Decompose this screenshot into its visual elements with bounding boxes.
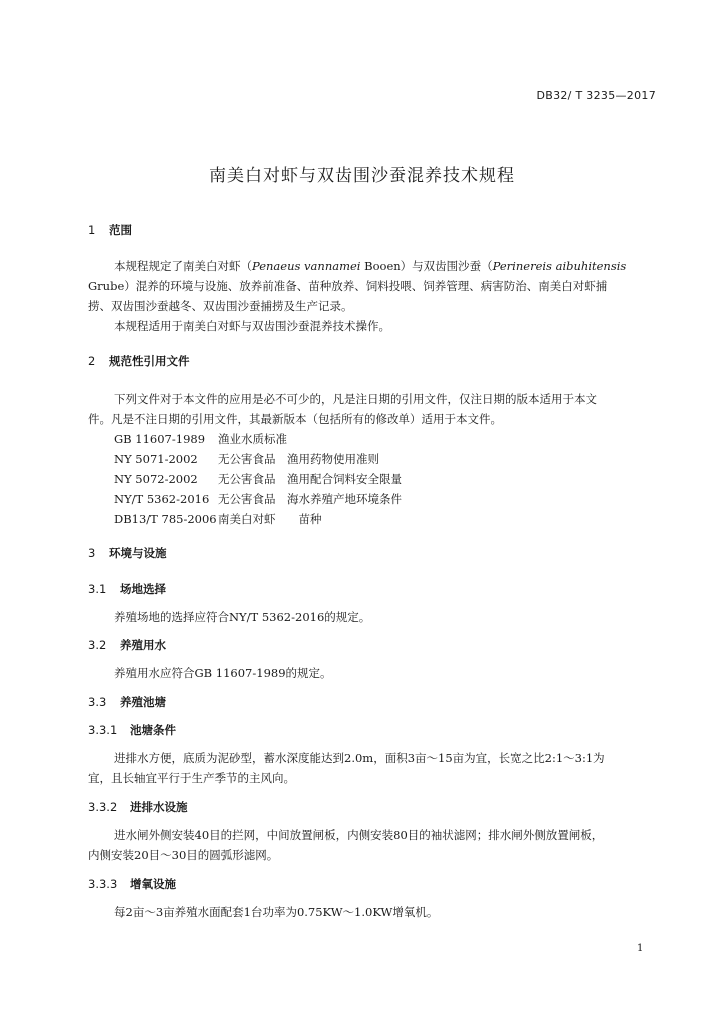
scope-paragraph-line-2: Grube）混养的环境与设施、放养前准备、苗种放养、饲料投喂、饲养管理、病害防治、南美白对虾捕 <box>88 279 608 293</box>
reference-name: 无公害食品 渔用药物使用准则 <box>218 452 379 466</box>
section-number: 3 <box>88 546 96 560</box>
reference-code: NY 5071-2002 <box>114 452 198 466</box>
reference-name: 无公害食品 渔用配合饲料安全限量 <box>218 472 402 486</box>
document-title: 南美白对虾与双齿围沙蚕混养技术规程 <box>209 166 515 186</box>
scope-paragraph-line-3: 捞、双齿围沙蚕越冬、双齿围沙蚕捕捞及生产记录。 <box>88 299 353 313</box>
section-number: 3.3.3 <box>88 877 118 891</box>
section-2-heading <box>88 353 190 369</box>
reference-item <box>114 511 322 527</box>
reference-item <box>114 491 402 507</box>
section-title: 进排水设施 <box>130 800 188 814</box>
latin-name-shrimp: Penaeus vannamei <box>252 259 361 273</box>
refs-intro-line-1: 下列文件对于本文件的应用是必不可少的，凡是注日期的引用文件，仅注日期的版本适用于本文 <box>114 392 597 406</box>
section-number: 3.1 <box>88 582 107 596</box>
section-number: 2 <box>88 354 96 368</box>
section-number: 3.2 <box>88 638 107 652</box>
latin-name-worm: Perinereis aibuhitensis <box>492 259 627 273</box>
section-3-3-3-heading <box>88 876 176 892</box>
standard-code: DB32/ T 3235—2017 <box>536 89 656 102</box>
reference-code: GB 11607-1989 <box>114 432 206 446</box>
reference-item <box>114 471 402 487</box>
section-title: 池塘条件 <box>130 723 176 737</box>
aeration-text: 每2亩～3亩养殖水面配套1台功率为0.75KW～1.0KW增氧机。 <box>114 905 439 919</box>
section-3-1-heading <box>88 581 166 597</box>
refs-intro-line-2: 件。凡是不注日期的引用文件，其最新版本（包括所有的修改单）适用于本文件。 <box>88 412 502 426</box>
pond-conditions-line-1: 进排水方便，底质为泥砂型，蓄水深度能达到2.0m，面积3亩～15亩为宜，长宽之比2:1～3:1为 <box>114 751 605 765</box>
scope-applicability: 本规程适用于南美白对虾与双齿围沙蚕混养技术操作。 <box>114 319 390 333</box>
reference-code: NY 5072-2002 <box>114 472 198 486</box>
section-1-heading <box>88 222 132 238</box>
site-selection-text: 养殖场地的选择应符合NY/T 5362-2016的规定。 <box>114 610 371 624</box>
text-fragment: Booen）与双齿围沙蚕（ <box>360 259 493 273</box>
page-number: 1 <box>637 943 644 954</box>
section-number: 3.3 <box>88 695 107 709</box>
section-3-3-2-heading <box>88 799 188 815</box>
section-title: 范围 <box>109 223 132 237</box>
reference-name: 南美白对虾 苗种 <box>218 512 322 526</box>
text-fragment: 本规程规定了南美白对虾（ <box>114 259 252 273</box>
water-use-text: 养殖用水应符合GB 11607-1989的规定。 <box>114 666 332 680</box>
section-title: 环境与设施 <box>109 546 167 560</box>
reference-code: DB13/T 785-2006 <box>114 512 217 526</box>
reference-name: 渔业水质标准 <box>218 432 287 446</box>
reference-item <box>114 431 287 447</box>
section-title: 养殖用水 <box>120 638 166 652</box>
reference-item <box>114 451 379 467</box>
drainage-line-1: 进水闸外侧安装40目的拦网，中间放置闸板，内侧安装80目的袖状滤网；排水闸外侧放置闸板， <box>114 828 604 842</box>
scope-paragraph-line-1 <box>114 258 626 274</box>
drainage-line-2: 内侧安装20目～30目的圆弧形滤网。 <box>88 848 279 862</box>
section-number: 3.3.2 <box>88 800 118 814</box>
section-number: 3.3.1 <box>88 723 118 737</box>
reference-name: 无公害食品 海水养殖产地环境条件 <box>218 492 402 506</box>
section-3-3-heading <box>88 694 166 710</box>
section-title: 增氧设施 <box>130 877 176 891</box>
pond-conditions-line-2: 宜，且长轴宜平行于生产季节的主风向。 <box>88 771 295 785</box>
section-3-2-heading <box>88 637 166 653</box>
section-3-3-1-heading <box>88 722 176 738</box>
section-title: 规范性引用文件 <box>109 354 190 368</box>
section-number: 1 <box>88 223 96 237</box>
reference-code: NY/T 5362-2016 <box>114 492 210 506</box>
section-3-heading <box>88 545 167 561</box>
section-title: 养殖池塘 <box>120 695 166 709</box>
section-title: 场地选择 <box>120 582 166 596</box>
